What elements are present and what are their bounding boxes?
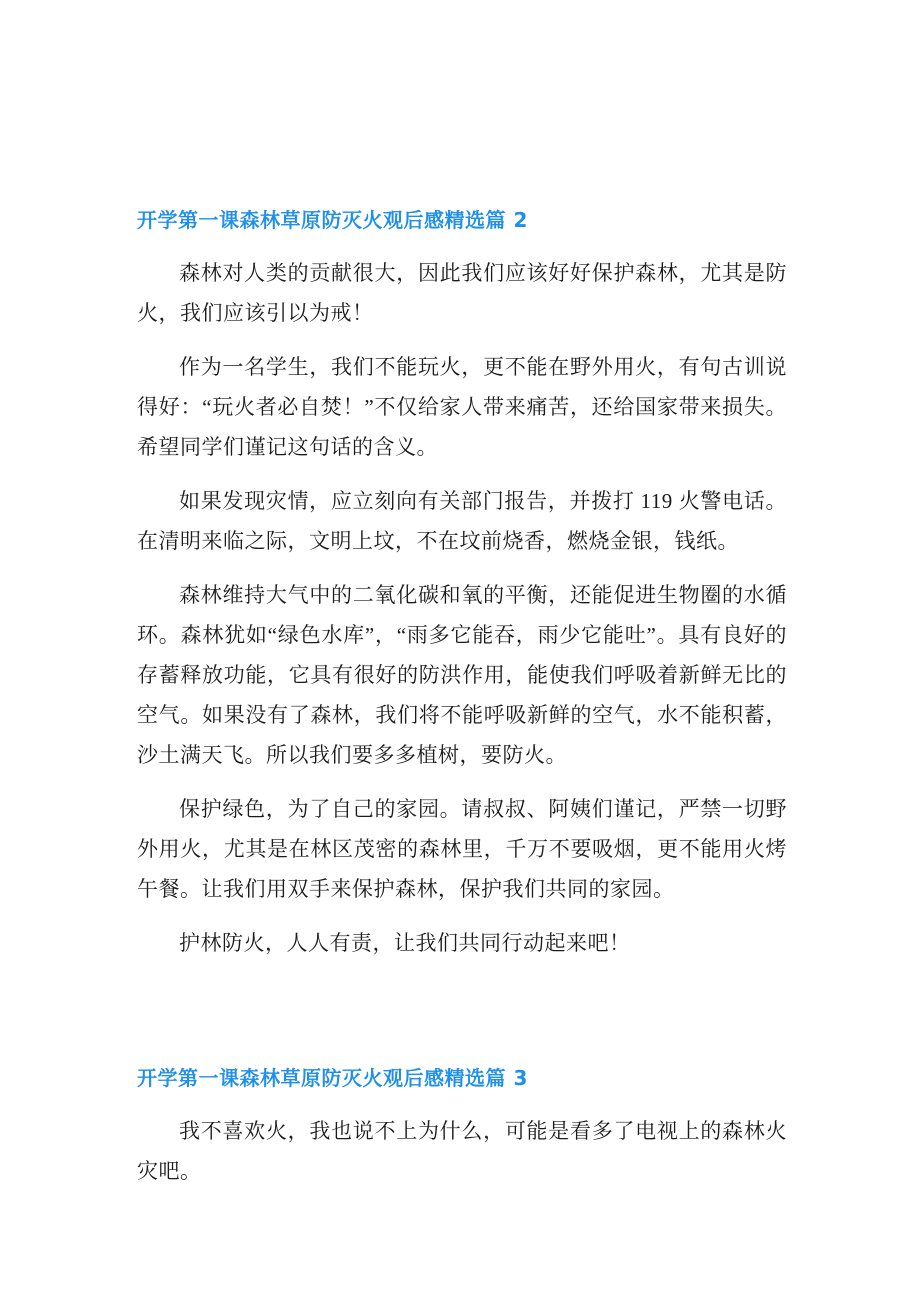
document-content	[137, 205, 787, 1191]
paragraph: 森林维持大气中的二氧化碳和氧的平衡，还能促进生物圈的水循环。森林犹如“绿色水库”，“雨多它能吞，雨少它能吐”。具有良好的存蓄释放功能，它具有很好的防洪作用，能使我们呼吸着新鲜无比的空气。如果没有了森林，我们将不能呼吸新鲜的空气，水不能积蓄，沙土满天飞。所以我们要多多植树，要防火。	[137, 583, 787, 767]
essay-section-3	[137, 1063, 787, 1191]
paragraph: 保护绿色，为了自己的家园。请叔叔、阿姨们谨记，严禁一切野外用火，尤其是在林区茂密的森林里，千万不要吸烟，更不能用火烤午餐。让我们用双手来保护森林，保护我们共同的家园。	[137, 797, 787, 901]
section-heading-2: 开学第一课森林草原防灭火观后感精选篇 2	[137, 208, 528, 232]
paragraph: 森林对人类的贡献很大，因此我们应该好好保护森林，尤其是防火，我们应该引以为戒！	[137, 261, 787, 325]
paragraph: 作为一名学生，我们不能玩火，更不能在野外用火，有句古训说得好：“玩火者必自焚！”不仅给家人带来痛苦，还给国家带来损失。希望同学们谨记这句话的含义。	[137, 355, 787, 459]
section-heading-3: 开学第一课森林草原防灭火观后感精选篇 3	[137, 1066, 528, 1090]
essay-section-2	[137, 205, 787, 963]
paragraph: 如果发现灾情，应立刻向有关部门报告，并拨打 119 火警电话。在清明来临之际，文明上坟，不在坟前烧香，燃烧金银，钱纸。	[137, 489, 787, 553]
paragraph: 我不喜欢火，我也说不上为什么，可能是看多了电视上的森林火灾吧。	[137, 1119, 787, 1183]
paragraph: 护林防火，人人有责，让我们共同行动起来吧！	[179, 931, 631, 955]
